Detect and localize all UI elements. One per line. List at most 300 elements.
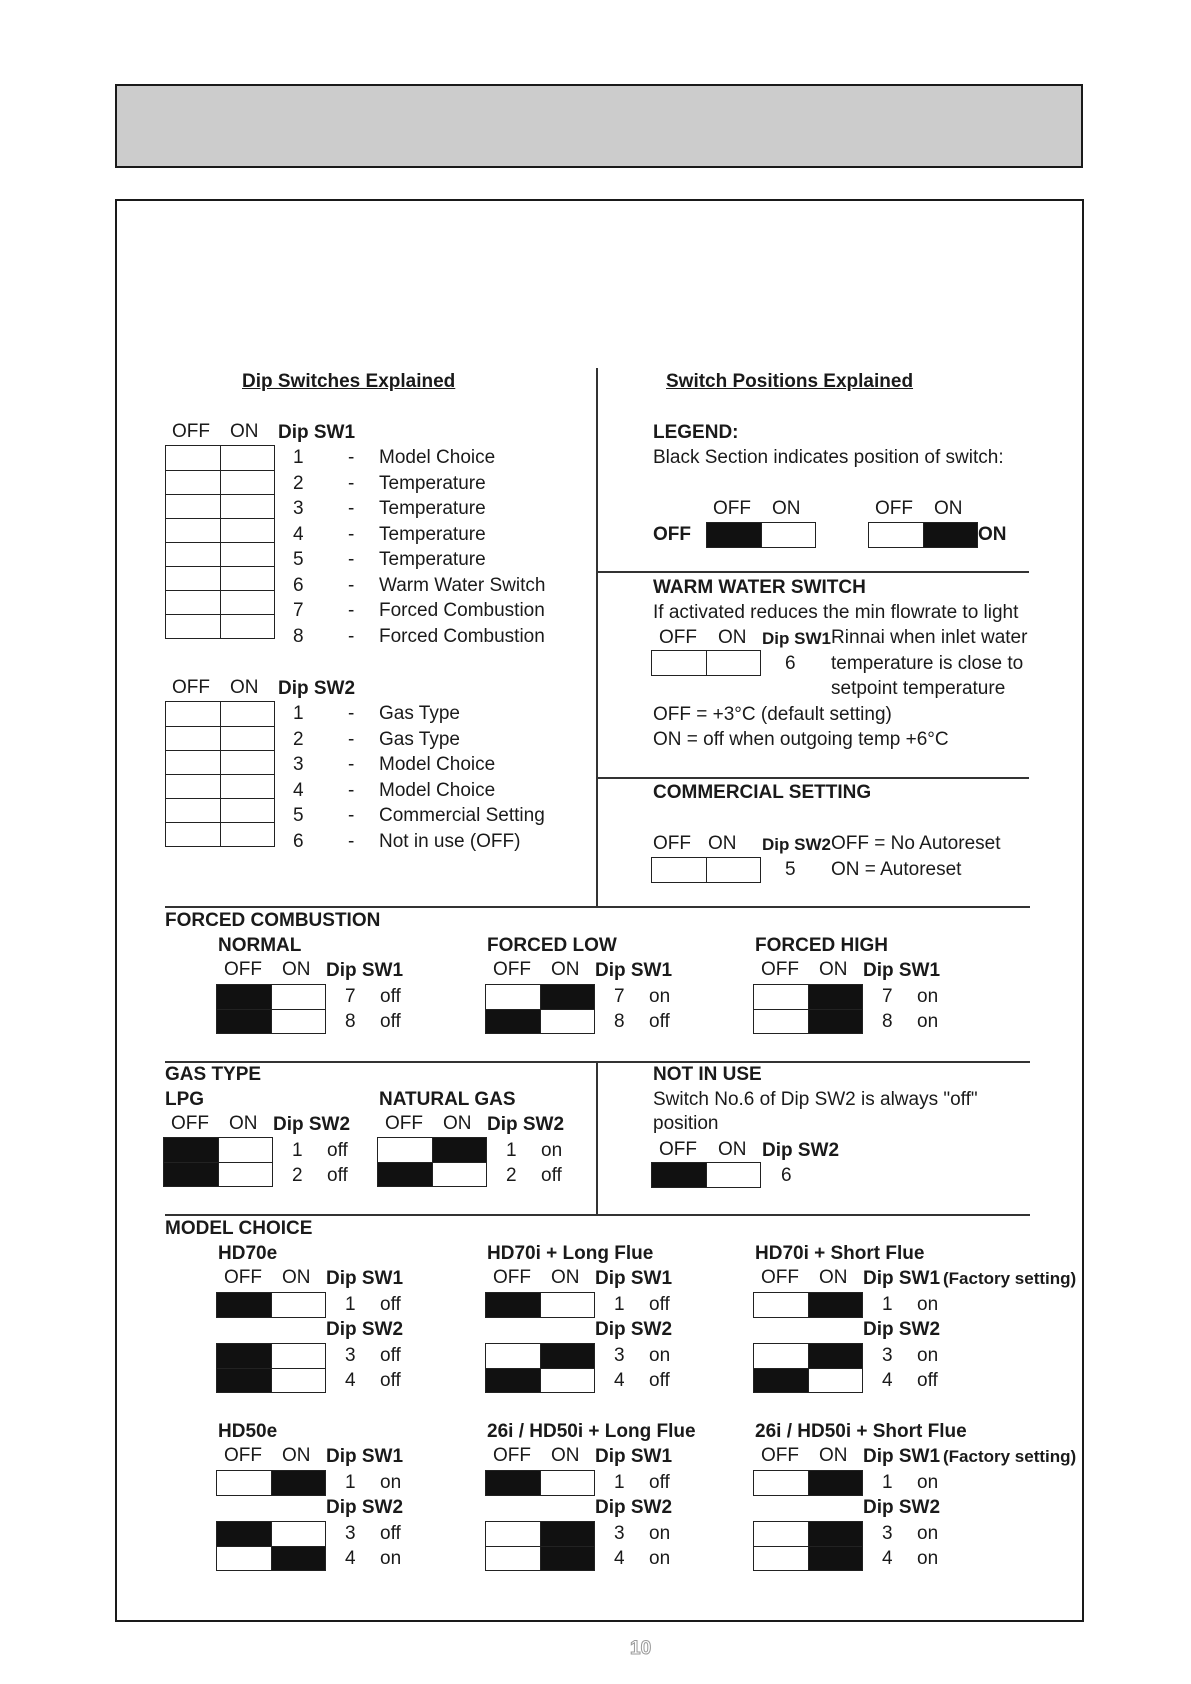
switch-off-cell <box>754 1344 808 1368</box>
factory-setting-note: (Factory setting) <box>943 1447 1077 1466</box>
switch-row <box>652 858 760 882</box>
switch-off-cell <box>754 985 808 1009</box>
switch-number: 4 <box>345 1548 356 1569</box>
legend-off-example-off: OFF <box>713 498 751 519</box>
legend-on-switch <box>868 522 978 548</box>
switch-row <box>217 1344 325 1368</box>
sw2-switch-block <box>165 701 275 847</box>
switch-on-cell <box>220 727 274 750</box>
warm-water-line2: Rinnai when inlet water <box>831 627 1028 648</box>
switch-off-cell <box>486 1293 540 1317</box>
switch-value: on <box>380 1472 402 1493</box>
sw1-name: Dip SW1 <box>278 422 356 443</box>
switch-number: 1 <box>293 703 304 724</box>
switch-off-cell <box>754 1293 808 1317</box>
switch-row <box>754 1009 862 1033</box>
switch-row <box>707 523 815 547</box>
switch-number: 2 <box>292 1165 303 1186</box>
gas-type-switch <box>163 1137 273 1187</box>
not-in-use-line2: position <box>653 1113 719 1134</box>
on-label: ON <box>282 1445 311 1466</box>
dash: - <box>348 472 355 494</box>
warm-water-line1: If activated reduces the min flowrate to light <box>653 602 1019 623</box>
switch-off-cell <box>166 543 220 566</box>
model-sw1-switch <box>485 1292 595 1318</box>
switch-number: 3 <box>345 1345 356 1366</box>
switch-row <box>652 1163 760 1187</box>
switch-number: 4 <box>614 1370 625 1391</box>
switch-on-cell <box>220 446 274 470</box>
switch-on-cell <box>706 1163 760 1187</box>
switch-description: Temperature <box>379 498 486 519</box>
warm-water-sw: Dip SW1 <box>762 629 831 648</box>
switch-on-cell <box>540 1369 594 1392</box>
forced-combustion-switch <box>753 984 863 1034</box>
legend-on-example-off: OFF <box>875 498 913 519</box>
dash: - <box>348 625 355 647</box>
dash: - <box>348 549 355 570</box>
switch-on-cell <box>220 543 274 566</box>
switch-on-cell <box>220 519 274 542</box>
switch-row <box>166 774 274 798</box>
switch-on-cell <box>271 985 325 1009</box>
warm-water-num: 6 <box>785 653 796 674</box>
model-name: HD50e <box>218 1421 278 1442</box>
switch-description: Gas Type <box>379 703 460 724</box>
dash: - <box>348 779 355 801</box>
switch-on-cell <box>220 495 274 518</box>
switch-number: 3 <box>882 1345 893 1366</box>
switch-on-cell <box>540 1471 594 1495</box>
switch-number: 5 <box>293 549 304 570</box>
switch-description: Gas Type <box>379 728 460 750</box>
legend-text: Black Section indicates position of switch: <box>653 447 1004 468</box>
dip-sw-name: Dip SW1 <box>863 960 941 981</box>
switch-value: off <box>327 1165 348 1186</box>
dip-sw-name: Dip SW1 <box>595 960 673 981</box>
switch-description: Temperature <box>379 549 486 570</box>
switch-row <box>217 985 325 1009</box>
switch-on-cell <box>706 858 760 882</box>
model-sw1-switch <box>216 1470 326 1496</box>
switch-number: 7 <box>293 600 304 621</box>
switch-row <box>164 1162 272 1186</box>
not-in-use-on: ON <box>718 1139 747 1160</box>
switch-off-cell <box>166 471 220 494</box>
off-label: OFF <box>761 959 799 980</box>
switch-on-cell <box>540 1547 594 1570</box>
dash: - <box>348 447 355 468</box>
switch-off-cell <box>486 1471 540 1495</box>
model-choice-title: MODEL CHOICE <box>165 1218 313 1239</box>
switch-number: 7 <box>614 986 625 1007</box>
switch-number: 2 <box>293 472 304 494</box>
model-name: 26i / HD50i + Short Flue <box>755 1421 967 1442</box>
model-sw1-switch <box>216 1292 326 1318</box>
switch-on-cell <box>706 651 760 675</box>
model-sw2-switch <box>216 1521 326 1571</box>
switch-number: 4 <box>614 1548 625 1569</box>
commercial-off: OFF <box>653 833 691 854</box>
switch-value: off <box>917 1370 938 1391</box>
switch-value: off <box>649 1472 670 1493</box>
switch-row <box>166 750 274 774</box>
switch-on-cell <box>271 1293 325 1317</box>
switch-description: Model Choice <box>379 447 496 468</box>
switch-row <box>486 985 594 1009</box>
switch-off-cell <box>754 1471 808 1495</box>
switch-on-cell <box>220 775 274 798</box>
warm-water-on: ON <box>718 627 747 648</box>
dip-sw1-name: Dip SW1 <box>326 1446 404 1467</box>
sw2-name: Dip SW2 <box>278 678 356 699</box>
switch-value: on <box>917 1011 939 1032</box>
on-label: ON <box>229 1113 258 1134</box>
switch-row <box>378 1162 486 1186</box>
on-label: ON <box>819 959 848 980</box>
warm-water-off: OFF <box>659 627 697 648</box>
switch-row <box>166 542 274 566</box>
switch-off-cell <box>217 1547 271 1570</box>
switch-on-cell <box>540 1344 594 1368</box>
switch-off-cell <box>652 858 706 882</box>
off-label: OFF <box>493 959 531 980</box>
switch-number: 2 <box>293 728 304 750</box>
switch-row <box>217 1293 325 1317</box>
switch-number: 2 <box>506 1165 517 1186</box>
on-label: ON <box>282 959 311 980</box>
switch-off-cell <box>378 1138 432 1162</box>
switch-off-cell <box>166 446 220 470</box>
switch-off-cell <box>869 523 923 547</box>
switch-on-cell <box>271 1522 325 1546</box>
switch-number: 1 <box>292 1140 303 1161</box>
switch-number: 1 <box>293 447 304 468</box>
switch-row <box>217 1368 325 1392</box>
switch-on-cell <box>220 471 274 494</box>
switch-number: 4 <box>293 779 304 801</box>
gas-vertical-divider <box>596 1061 598 1214</box>
switch-positions-heading: Switch Positions Explained <box>666 371 914 392</box>
legend-off-example-on: ON <box>772 498 801 519</box>
switch-on-cell <box>271 1547 325 1570</box>
switch-number: 8 <box>293 625 304 647</box>
switch-off-cell <box>166 751 220 774</box>
switch-value: off <box>327 1140 348 1161</box>
not-in-use-sw: Dip SW2 <box>762 1140 840 1161</box>
switch-on-cell <box>220 751 274 774</box>
switch-on-cell <box>761 523 815 547</box>
switch-description: Forced Combustion <box>379 625 545 647</box>
switch-description: Warm Water Switch <box>379 574 546 596</box>
switch-number: 3 <box>293 754 304 775</box>
switch-value: on <box>917 1345 939 1366</box>
dip-sw2-name: Dip SW2 <box>863 1497 941 1518</box>
switch-row <box>166 798 274 822</box>
switch-row <box>754 1522 862 1546</box>
dip-sw1-name: Dip SW1 <box>863 1268 941 1289</box>
dip-sw2-name: Dip SW2 <box>863 1319 941 1340</box>
switch-row <box>378 1138 486 1162</box>
switch-row <box>166 566 274 590</box>
switch-number: 1 <box>345 1472 356 1493</box>
switch-row <box>166 702 274 726</box>
switch-value: on <box>649 986 671 1007</box>
switch-number: 4 <box>293 523 304 545</box>
switch-on-cell <box>271 1344 325 1368</box>
switch-number: 6 <box>293 830 304 852</box>
switch-off-cell <box>166 799 220 822</box>
dash: - <box>348 703 355 724</box>
switch-off-cell <box>166 519 220 542</box>
switch-off-cell <box>217 1344 271 1368</box>
switch-row <box>166 614 274 638</box>
switch-number: 7 <box>345 986 356 1007</box>
switch-on-cell <box>540 985 594 1009</box>
switch-value: off <box>380 1294 401 1315</box>
switch-value: off <box>380 1345 401 1366</box>
off-label: OFF <box>493 1267 531 1288</box>
switch-on-cell <box>540 1522 594 1546</box>
sw1-on-label: ON <box>230 421 259 442</box>
switch-description: Not in use (OFF) <box>379 830 521 852</box>
switch-number: 8 <box>614 1011 625 1032</box>
not-in-use-num: 6 <box>781 1165 792 1186</box>
switch-off-cell <box>378 1163 432 1186</box>
switch-value: on <box>917 1294 939 1315</box>
model-name: 26i / HD50i + Long Flue <box>487 1421 696 1442</box>
switch-off-cell <box>486 1369 540 1392</box>
switch-row <box>486 1546 594 1570</box>
switch-row <box>754 1471 862 1495</box>
switch-number: 1 <box>614 1472 625 1493</box>
switch-off-cell <box>166 702 220 726</box>
switch-on-cell <box>808 1344 862 1368</box>
switch-value: on <box>649 1345 671 1366</box>
sw2-off-label: OFF <box>172 677 210 698</box>
model-sw2-switch <box>753 1343 863 1393</box>
switch-value: on <box>649 1548 671 1569</box>
switch-row <box>486 1009 594 1033</box>
mode-name: NORMAL <box>218 935 302 956</box>
switch-off-cell <box>652 1163 706 1187</box>
model-sw1-switch <box>753 1292 863 1318</box>
switch-number: 8 <box>345 1011 356 1032</box>
switch-on-cell <box>808 985 862 1009</box>
dash: - <box>348 728 355 750</box>
switch-number: 1 <box>614 1294 625 1315</box>
switch-value: off <box>649 1011 670 1032</box>
switch-row <box>217 1471 325 1495</box>
switch-off-cell <box>754 1010 808 1033</box>
switch-number: 6 <box>293 574 304 596</box>
switch-off-cell <box>707 523 761 547</box>
switch-value: on <box>380 1548 402 1569</box>
model-sw1-switch <box>485 1470 595 1496</box>
commercial-on: ON <box>708 833 737 854</box>
switch-number: 1 <box>345 1294 356 1315</box>
switch-off-cell <box>166 591 220 614</box>
forced-combustion-divider <box>165 906 1030 908</box>
switch-on-cell <box>220 567 274 590</box>
switch-description: Forced Combustion <box>379 600 545 621</box>
switch-row <box>486 1368 594 1392</box>
switch-value: off <box>649 1294 670 1315</box>
on-label: ON <box>282 1267 311 1288</box>
model-sw2-switch <box>485 1521 595 1571</box>
mode-name: FORCED LOW <box>487 935 617 956</box>
switch-row <box>217 1522 325 1546</box>
switch-value: off <box>380 1011 401 1032</box>
dip-sw-name: Dip SW2 <box>273 1114 351 1135</box>
dash: - <box>348 523 355 545</box>
switch-row <box>217 1009 325 1033</box>
switch-row <box>754 985 862 1009</box>
switch-off-cell <box>217 985 271 1009</box>
switch-row <box>869 523 977 547</box>
off-label: OFF <box>761 1267 799 1288</box>
not-in-use-switch <box>651 1162 761 1188</box>
gas-type-title: GAS TYPE <box>165 1064 262 1085</box>
legend-divider <box>598 571 1029 573</box>
switch-on-cell <box>218 1138 272 1162</box>
commercial-title: COMMERCIAL SETTING <box>653 782 872 803</box>
legend-off-switch <box>706 522 816 548</box>
switch-off-cell <box>166 495 220 518</box>
switch-description: Model Choice <box>379 754 496 775</box>
commercial-line1: OFF = No Autoreset <box>831 833 1001 854</box>
not-in-use-line1: Switch No.6 of Dip SW2 is always "off" <box>653 1089 978 1110</box>
switch-on-cell <box>218 1163 272 1186</box>
switch-number: 1 <box>882 1472 893 1493</box>
off-label: OFF <box>761 1445 799 1466</box>
switch-number: 3 <box>293 498 304 519</box>
switch-description: Commercial Setting <box>379 805 545 826</box>
model-sw2-switch <box>753 1521 863 1571</box>
switch-row <box>166 590 274 614</box>
switch-off-cell <box>486 1344 540 1368</box>
switch-off-cell <box>217 1471 271 1495</box>
switch-off-cell <box>164 1163 218 1186</box>
on-label: ON <box>551 1267 580 1288</box>
switch-on-cell <box>808 1293 862 1317</box>
dip-sw2-name: Dip SW2 <box>326 1319 404 1340</box>
switch-off-cell <box>217 1010 271 1033</box>
off-label: OFF <box>224 959 262 980</box>
warm-water-divider <box>598 777 1029 779</box>
off-label: OFF <box>385 1113 423 1134</box>
sw1-switch-block <box>165 445 275 639</box>
switch-on-cell <box>220 591 274 614</box>
warm-water-line6: ON = off when outgoing temp +6°C <box>653 729 949 750</box>
switch-row <box>217 1546 325 1570</box>
switch-value: off <box>649 1370 670 1391</box>
sw2-on-label: ON <box>230 677 259 698</box>
warm-water-line4: setpoint temperature <box>831 678 1006 699</box>
switch-off-cell <box>166 775 220 798</box>
dip-sw1-name: Dip SW1 <box>326 1268 404 1289</box>
on-label: ON <box>819 1445 848 1466</box>
switch-row <box>754 1546 862 1570</box>
page-number: 10 <box>630 1638 652 1659</box>
dip-sw2-name: Dip SW2 <box>326 1497 404 1518</box>
switch-value: on <box>541 1140 563 1161</box>
switch-value: off <box>541 1165 562 1186</box>
switch-row <box>754 1344 862 1368</box>
dash: - <box>348 805 355 826</box>
switch-on-cell <box>808 1010 862 1033</box>
switch-number: 4 <box>882 1548 893 1569</box>
dip-sw-name: Dip SW1 <box>326 960 404 981</box>
switch-on-cell <box>271 1369 325 1392</box>
switch-off-cell <box>486 985 540 1009</box>
dash: - <box>348 574 355 596</box>
switch-on-cell <box>808 1547 862 1570</box>
commercial-switch <box>651 857 761 883</box>
switch-value: off <box>380 986 401 1007</box>
model-sw2-switch <box>216 1343 326 1393</box>
model-sw2-switch <box>485 1343 595 1393</box>
switch-number: 4 <box>345 1370 356 1391</box>
switch-row <box>166 726 274 750</box>
switch-off-cell <box>754 1522 808 1546</box>
switch-off-cell <box>166 727 220 750</box>
switch-off-cell <box>166 567 220 590</box>
model-choice-divider <box>165 1214 1030 1216</box>
on-label: ON <box>443 1113 472 1134</box>
dip-sw1-name: Dip SW1 <box>595 1268 673 1289</box>
model-name: HD70i + Short Flue <box>755 1243 925 1264</box>
switch-on-cell <box>923 523 977 547</box>
gas-name: NATURAL GAS <box>379 1089 516 1110</box>
dash: - <box>348 830 355 852</box>
switch-description: Temperature <box>379 523 486 545</box>
switch-number: 3 <box>882 1523 893 1544</box>
warm-water-switch <box>651 650 761 676</box>
gas-name: LPG <box>165 1089 205 1110</box>
factory-setting-note: (Factory setting) <box>943 1269 1077 1288</box>
switch-on-cell <box>271 1010 325 1033</box>
commercial-line2: ON = Autoreset <box>831 859 962 880</box>
gas-type-switch <box>377 1137 487 1187</box>
legend-on-example-on: ON <box>934 498 963 519</box>
commercial-num: 5 <box>785 859 796 880</box>
dip-sw1-name: Dip SW1 <box>863 1446 941 1467</box>
sw1-off-label: OFF <box>172 421 210 442</box>
switch-on-cell <box>808 1522 862 1546</box>
warm-water-line5: OFF = +3°C (default setting) <box>653 704 892 725</box>
switch-off-cell <box>486 1522 540 1546</box>
switch-off-cell <box>217 1522 271 1546</box>
switch-row <box>166 822 274 846</box>
switch-on-cell <box>220 615 274 638</box>
header-bar <box>115 84 1083 168</box>
switch-row <box>486 1522 594 1546</box>
dip-sw1-name: Dip SW1 <box>595 1446 673 1467</box>
on-label: ON <box>551 959 580 980</box>
not-in-use-off: OFF <box>659 1139 697 1160</box>
switch-off-cell <box>652 651 706 675</box>
switch-value: on <box>917 986 939 1007</box>
warm-water-line3: temperature is close to <box>831 653 1024 674</box>
switch-on-cell <box>808 1369 862 1392</box>
warm-water-title: WARM WATER SWITCH <box>653 577 866 598</box>
top-vertical-divider <box>596 368 598 908</box>
switch-row <box>486 1293 594 1317</box>
on-label: ON <box>551 1445 580 1466</box>
switch-row <box>652 651 760 675</box>
switch-off-cell <box>217 1293 271 1317</box>
